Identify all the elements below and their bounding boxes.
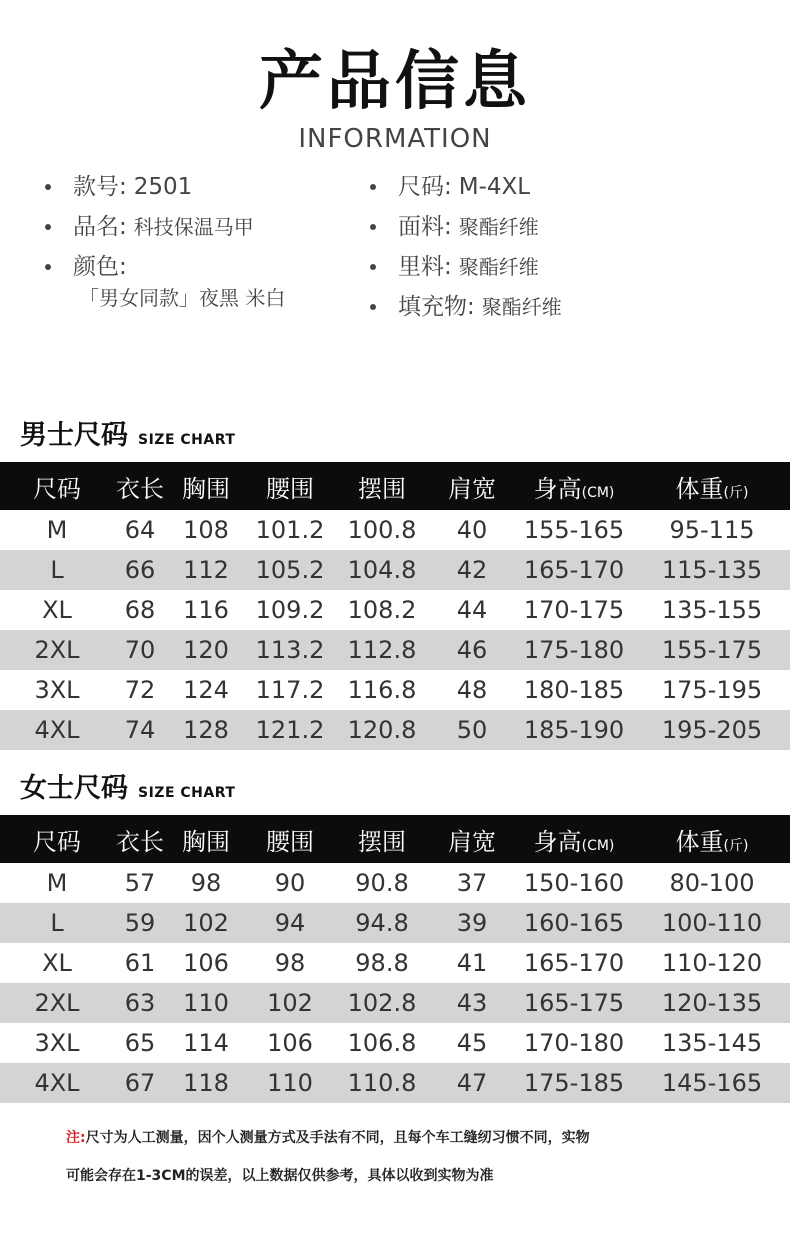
table-cell: 135-155 [661,596,763,624]
table-cell: 102 [246,983,334,1023]
info-lining [370,252,770,292]
table-cell: M [46,516,68,544]
men-size-table [0,462,790,750]
table-cell: 50 [430,710,514,750]
table-cell: 106.8 [347,1029,417,1057]
men-title-en: SIZE CHART [138,432,236,448]
table-cell: 68 [124,596,156,624]
table-cell: 41 [456,949,488,977]
info-value: 2501 [133,174,193,200]
table-cell: 165-170 [523,949,625,977]
table-cell: 61 [124,949,156,977]
table-cell: 47 [430,1063,514,1103]
table-cell: 39 [430,903,514,943]
bullet-icon [45,184,51,190]
info-label: 颜色: [73,254,127,280]
header-shoulder: 肩宽 [430,462,514,510]
info-color [45,252,365,322]
table-cell: 110.8 [334,1063,430,1103]
table-cell: L [0,550,114,590]
table-cell: 106 [183,949,229,977]
table-cell: 110-120 [661,949,763,977]
table-cell: 65 [124,1029,156,1057]
table-cell: 113.2 [246,630,334,670]
table-cell: 42 [430,550,514,590]
table-cell: 105.2 [246,550,334,590]
table-cell: 3XL [34,676,80,704]
header-chest: 胸围 [166,462,246,510]
table-cell: 100-110 [634,903,790,943]
info-label: 面料: [398,214,452,240]
table-cell: 145-165 [634,1063,790,1103]
table-cell: 101.2 [255,516,325,544]
table-cell: 43 [430,983,514,1023]
table-cell: 117.2 [255,676,325,704]
table-cell: 46 [430,630,514,670]
table-cell: 115-135 [634,550,790,590]
note-prefix: 注: [66,1130,86,1146]
table-cell: 185-190 [514,710,634,750]
info-right-column [370,172,770,332]
header-height: 身高(CM) [514,462,634,510]
table-cell: 175-185 [514,1063,634,1103]
table-cell: 118 [166,1063,246,1103]
table-cell: 120-135 [634,983,790,1023]
table-cell: 3XL [34,1029,80,1057]
info-value: 「男女同款」夜黑 米白 [79,286,286,310]
table-cell: 94.8 [334,903,430,943]
table-cell: 98 [190,869,222,897]
table-cell: 108.2 [347,596,417,624]
table-cell: 44 [456,596,488,624]
header-height: 身高(CM) [514,815,634,863]
note-line-1 [66,1128,590,1148]
table-cell: 98.8 [355,949,409,977]
table-cell: 64 [124,516,156,544]
table-row [0,630,790,670]
table-cell: 124 [183,676,229,704]
table-cell: 116 [183,596,229,624]
table-cell: 74 [114,710,166,750]
table-cell: 80-100 [669,869,755,897]
table-row [0,903,790,943]
header-size: 尺码 [0,815,114,863]
page-subtitle: INFORMATION [298,124,492,154]
table-cell: 160-165 [514,903,634,943]
note-text-1: 尺寸为人工测量，因个人测量方式及手法有不同，且每个车工缝纫习惯不同，实物 [85,1130,590,1146]
table-cell: 165-170 [514,550,634,590]
info-value: 科技保温马甲 [133,215,254,239]
table-cell: 170-175 [523,596,625,624]
table-row [0,710,790,750]
table-cell: 72 [124,676,156,704]
table-cell: 40 [456,516,488,544]
women-section-title [20,771,235,811]
info-label: 里料: [398,254,452,280]
table-row [0,550,790,590]
info-label: 款号: [73,174,127,200]
bullet-icon [45,264,51,270]
info-value: 聚酯纤维 [481,295,562,319]
table-cell: 110 [246,1063,334,1103]
info-filling [370,292,770,332]
table-cell: 48 [456,676,488,704]
table-cell: 114 [183,1029,229,1057]
women-size-table [0,815,790,1103]
table-cell: 109.2 [255,596,325,624]
table-cell: 155-175 [634,630,790,670]
info-fabric [370,212,770,252]
table-cell: 45 [456,1029,488,1057]
table-cell: 150-160 [523,869,625,897]
header-shoulder: 肩宽 [430,815,514,863]
table-cell: 90.8 [355,869,409,897]
page-title: 产品信息 [259,45,531,119]
table-cell: 112 [166,550,246,590]
table-cell: 112.8 [334,630,430,670]
table-cell: 170-180 [523,1029,625,1057]
table-cell: 110 [166,983,246,1023]
table-cell: 66 [114,550,166,590]
note-line-2: 可能会存在1-3CM的误差，以上数据仅供参考，具体以收到实物为准 [66,1168,494,1184]
bullet-icon [45,224,51,230]
table-row [0,1023,790,1063]
info-label: 尺码: [398,174,452,200]
table-cell: 116.8 [347,676,417,704]
table-cell: 165-175 [514,983,634,1023]
table-header-row [0,462,790,510]
table-cell: 4XL [0,710,114,750]
table-cell: 37 [456,869,488,897]
bullet-icon [370,224,376,230]
header-hem: 摆围 [334,462,430,510]
header-length: 衣长 [114,815,166,863]
header-waist: 腰围 [246,462,334,510]
table-cell: 120 [166,630,246,670]
table-cell: 59 [114,903,166,943]
table-row [0,863,790,903]
table-cell: 106 [267,1029,313,1057]
table-cell: 4XL [0,1063,114,1103]
info-label: 品名: [73,214,127,240]
header-hem: 摆围 [334,815,430,863]
table-row [0,943,790,983]
men-section-title [20,418,235,458]
table-cell: 128 [166,710,246,750]
table-cell: 108 [183,516,229,544]
info-value: 聚酯纤维 [458,255,539,279]
header-size: 尺码 [0,462,114,510]
women-title-en: SIZE CHART [138,785,236,801]
header-chest: 胸围 [166,815,246,863]
info-value: M-4XL [458,174,531,200]
info-style-no [45,172,365,212]
table-cell: 175-180 [514,630,634,670]
table-cell: 67 [114,1063,166,1103]
table-cell: 2XL [0,630,114,670]
table-row [0,1063,790,1103]
table-cell: 57 [124,869,156,897]
header-weight: 体重(斤) [634,462,790,510]
table-cell: 100.8 [347,516,417,544]
table-cell: 121.2 [246,710,334,750]
table-cell: L [0,903,114,943]
table-cell: 95-115 [669,516,755,544]
header-weight: 体重(斤) [634,815,790,863]
table-row [0,510,790,550]
table-cell: 98 [274,949,306,977]
table-cell: XL [42,596,72,624]
info-left-column [45,172,365,322]
info-size-range [370,172,770,212]
table-cell: 63 [114,983,166,1023]
table-header-row [0,815,790,863]
bullet-icon [370,264,376,270]
table-cell: M [46,869,68,897]
header-waist: 腰围 [246,815,334,863]
table-cell: 120.8 [334,710,430,750]
header-length: 衣长 [114,462,166,510]
table-row [0,670,790,710]
table-cell: 175-195 [661,676,763,704]
info-product-name [45,212,365,252]
women-title: 女士尺码 [20,773,128,804]
info-label: 填充物: [398,294,475,320]
table-cell: 104.8 [334,550,430,590]
bullet-icon [370,304,376,310]
table-row [0,983,790,1023]
table-cell: 135-145 [661,1029,763,1057]
table-cell: 2XL [0,983,114,1023]
table-cell: 155-165 [523,516,625,544]
table-cell: 195-205 [634,710,790,750]
bullet-icon [370,184,376,190]
table-cell: 180-185 [523,676,625,704]
table-row [0,590,790,630]
table-cell: 94 [246,903,334,943]
table-cell: 90 [274,869,306,897]
table-cell: XL [42,949,72,977]
table-cell: 102 [166,903,246,943]
table-cell: 70 [114,630,166,670]
men-title: 男士尺码 [20,420,128,451]
table-cell: 102.8 [334,983,430,1023]
info-value: 聚酯纤维 [458,215,539,239]
